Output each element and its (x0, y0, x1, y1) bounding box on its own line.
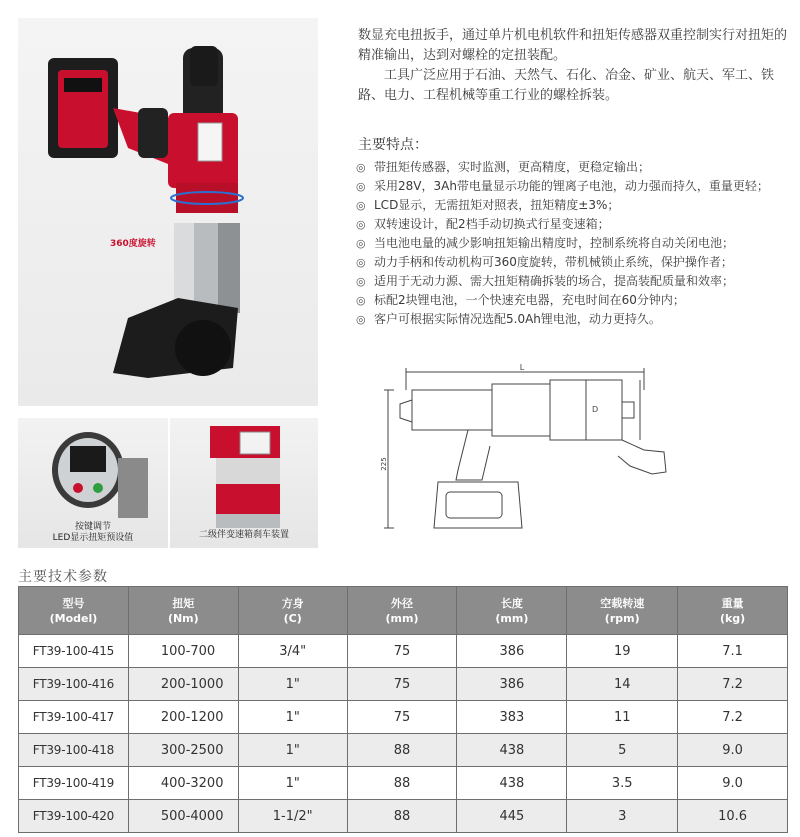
feature-item: ◎ 当电池电量的减少影响扭矩输出精度时，控制系统将自动关闭电池； (352, 234, 794, 253)
header-square-drive: 方身 (C) (238, 587, 347, 635)
feature-item: ◎ 标配2块锂电池，一个快速充电器，充电时间在60分钟内； (352, 291, 794, 310)
cell-length: 386 (457, 668, 567, 701)
cell-outer-diameter: 75 (347, 668, 457, 701)
dim-h-label: 225 (380, 457, 388, 471)
gearbox-illustration (170, 418, 318, 548)
cell-length: 438 (457, 734, 567, 767)
table-row (19, 734, 788, 767)
rotation-label: 360度旋转 (110, 239, 156, 249)
spec-table (18, 586, 788, 833)
cell-outer-diameter: 75 (347, 701, 457, 734)
cell-weight: 7.1 (678, 635, 788, 668)
cell-model: FT39-100-418 (19, 734, 129, 767)
feature-item: ◎ 采用28V，3Ah带电量显示功能的锂离子电池，动力强而持久，重量更轻； (352, 177, 794, 196)
cell-length: 383 (457, 701, 567, 734)
header-torque: 扭矩 (Nm) (128, 587, 238, 635)
feature-item: ◎ 带扭矩传感器，实时监测，更高精度，更稳定输出； (352, 158, 794, 177)
cell-torque: 200-1000 (128, 668, 238, 701)
header-length: 长度 (mm) (457, 587, 567, 635)
table-row (19, 668, 788, 701)
torque-wrench-illustration (18, 18, 318, 406)
cell-weight: 7.2 (678, 668, 788, 701)
features-title: 主要特点： (358, 137, 428, 153)
feature-item: ◎ LCD显示，无需扭矩对照表，扭矩精度±3%； (352, 196, 794, 215)
cell-square-drive: 3/4" (238, 635, 347, 668)
product-photo-gearbox (170, 418, 318, 548)
bullet-icon: ◎ (356, 275, 366, 288)
header-outer-diameter: 外径 (mm) (347, 587, 457, 635)
cell-model: FT39-100-420 (19, 800, 129, 833)
cell-square-drive: 1" (238, 668, 347, 701)
cell-model: FT39-100-417 (19, 701, 129, 734)
bullet-icon: ◎ (356, 237, 366, 250)
cell-speed: 5 (567, 734, 678, 767)
display-caption-line2: LED显示扭矩预设值 (52, 533, 134, 543)
cell-speed: 3.5 (567, 767, 678, 800)
bullet-icon: ◎ (356, 256, 366, 269)
table-row (19, 800, 788, 833)
features-list (352, 158, 794, 329)
display-caption-line1: 按键调节 (74, 522, 111, 532)
dimension-drawing (382, 360, 682, 540)
cell-outer-diameter: 88 (347, 767, 457, 800)
cell-torque: 300-2500 (128, 734, 238, 767)
cell-torque: 100-700 (128, 635, 238, 668)
cell-speed: 11 (567, 701, 678, 734)
technical-drawing (382, 360, 682, 540)
dim-l-label: L (519, 363, 525, 372)
table-row (19, 767, 788, 800)
table-row (19, 635, 788, 668)
header-model: 型号 (Model) (19, 587, 129, 635)
cell-torque: 500-4000 (128, 800, 238, 833)
bullet-icon: ◎ (356, 180, 366, 193)
cell-weight: 7.2 (678, 701, 788, 734)
product-photo-display (18, 418, 168, 548)
cell-torque: 400-3200 (128, 767, 238, 800)
cell-length: 445 (457, 800, 567, 833)
feature-item: ◎ 适用于无动力源、需大扭矩精确拆装的场合，提高装配质量和效率； (352, 272, 794, 291)
cell-model: FT39-100-415 (19, 635, 129, 668)
feature-item: ◎ 客户可根据实际情况选配5.0Ah锂电池，动力更持久。 (352, 310, 794, 329)
cell-square-drive: 1" (238, 734, 347, 767)
cell-outer-diameter: 88 (347, 734, 457, 767)
bullet-icon: ◎ (356, 313, 366, 326)
cell-speed: 14 (567, 668, 678, 701)
cell-speed: 19 (567, 635, 678, 668)
cell-speed: 3 (567, 800, 678, 833)
cell-weight: 10.6 (678, 800, 788, 833)
cell-length: 438 (457, 767, 567, 800)
feature-item: ◎ 动力手柄和传动机构可360度旋转，带机械锁止系统，保护操作者； (352, 253, 794, 272)
cell-model: FT39-100-419 (19, 767, 129, 800)
cell-length: 386 (457, 635, 567, 668)
cell-square-drive: 1" (238, 767, 347, 800)
table-header-row (19, 587, 788, 635)
bullet-icon: ◎ (356, 161, 366, 174)
header-speed: 空载转速 (rpm) (567, 587, 678, 635)
table-row (19, 701, 788, 734)
bullet-icon: ◎ (356, 199, 366, 212)
table-title: 主要技术参数 (18, 569, 108, 585)
description-paragraph-1: 数显充电扭扳手，通过单片机电机软件和扭矩传感器双重控制实行对扭矩的精准输出，达到对螺栓的定扭装配。 (358, 28, 788, 63)
feature-item: ◎ 双转速设计，配2档手动切换式行星变速箱； (352, 215, 794, 234)
product-photo-main (18, 18, 318, 406)
dim-d-label: D (592, 405, 599, 414)
product-description (358, 26, 790, 106)
cell-model: FT39-100-416 (19, 668, 129, 701)
cell-torque: 200-1200 (128, 701, 238, 734)
description-paragraph-2: 工具广泛应用于石油、天然气、石化、冶金、矿业、航天、军工、铁路、电力、工程机械等重工行业的螺栓拆装。 (358, 68, 775, 103)
bullet-icon: ◎ (356, 218, 366, 231)
bullet-icon: ◎ (356, 294, 366, 307)
cell-weight: 9.0 (678, 734, 788, 767)
cell-square-drive: 1" (238, 701, 347, 734)
cell-outer-diameter: 75 (347, 635, 457, 668)
gearbox-caption: 二级伴变速箱刹车装置 (198, 530, 289, 540)
cell-square-drive: 1-1/2" (238, 800, 347, 833)
cell-weight: 9.0 (678, 767, 788, 800)
cell-outer-diameter: 88 (347, 800, 457, 833)
header-weight: 重量 (kg) (678, 587, 788, 635)
